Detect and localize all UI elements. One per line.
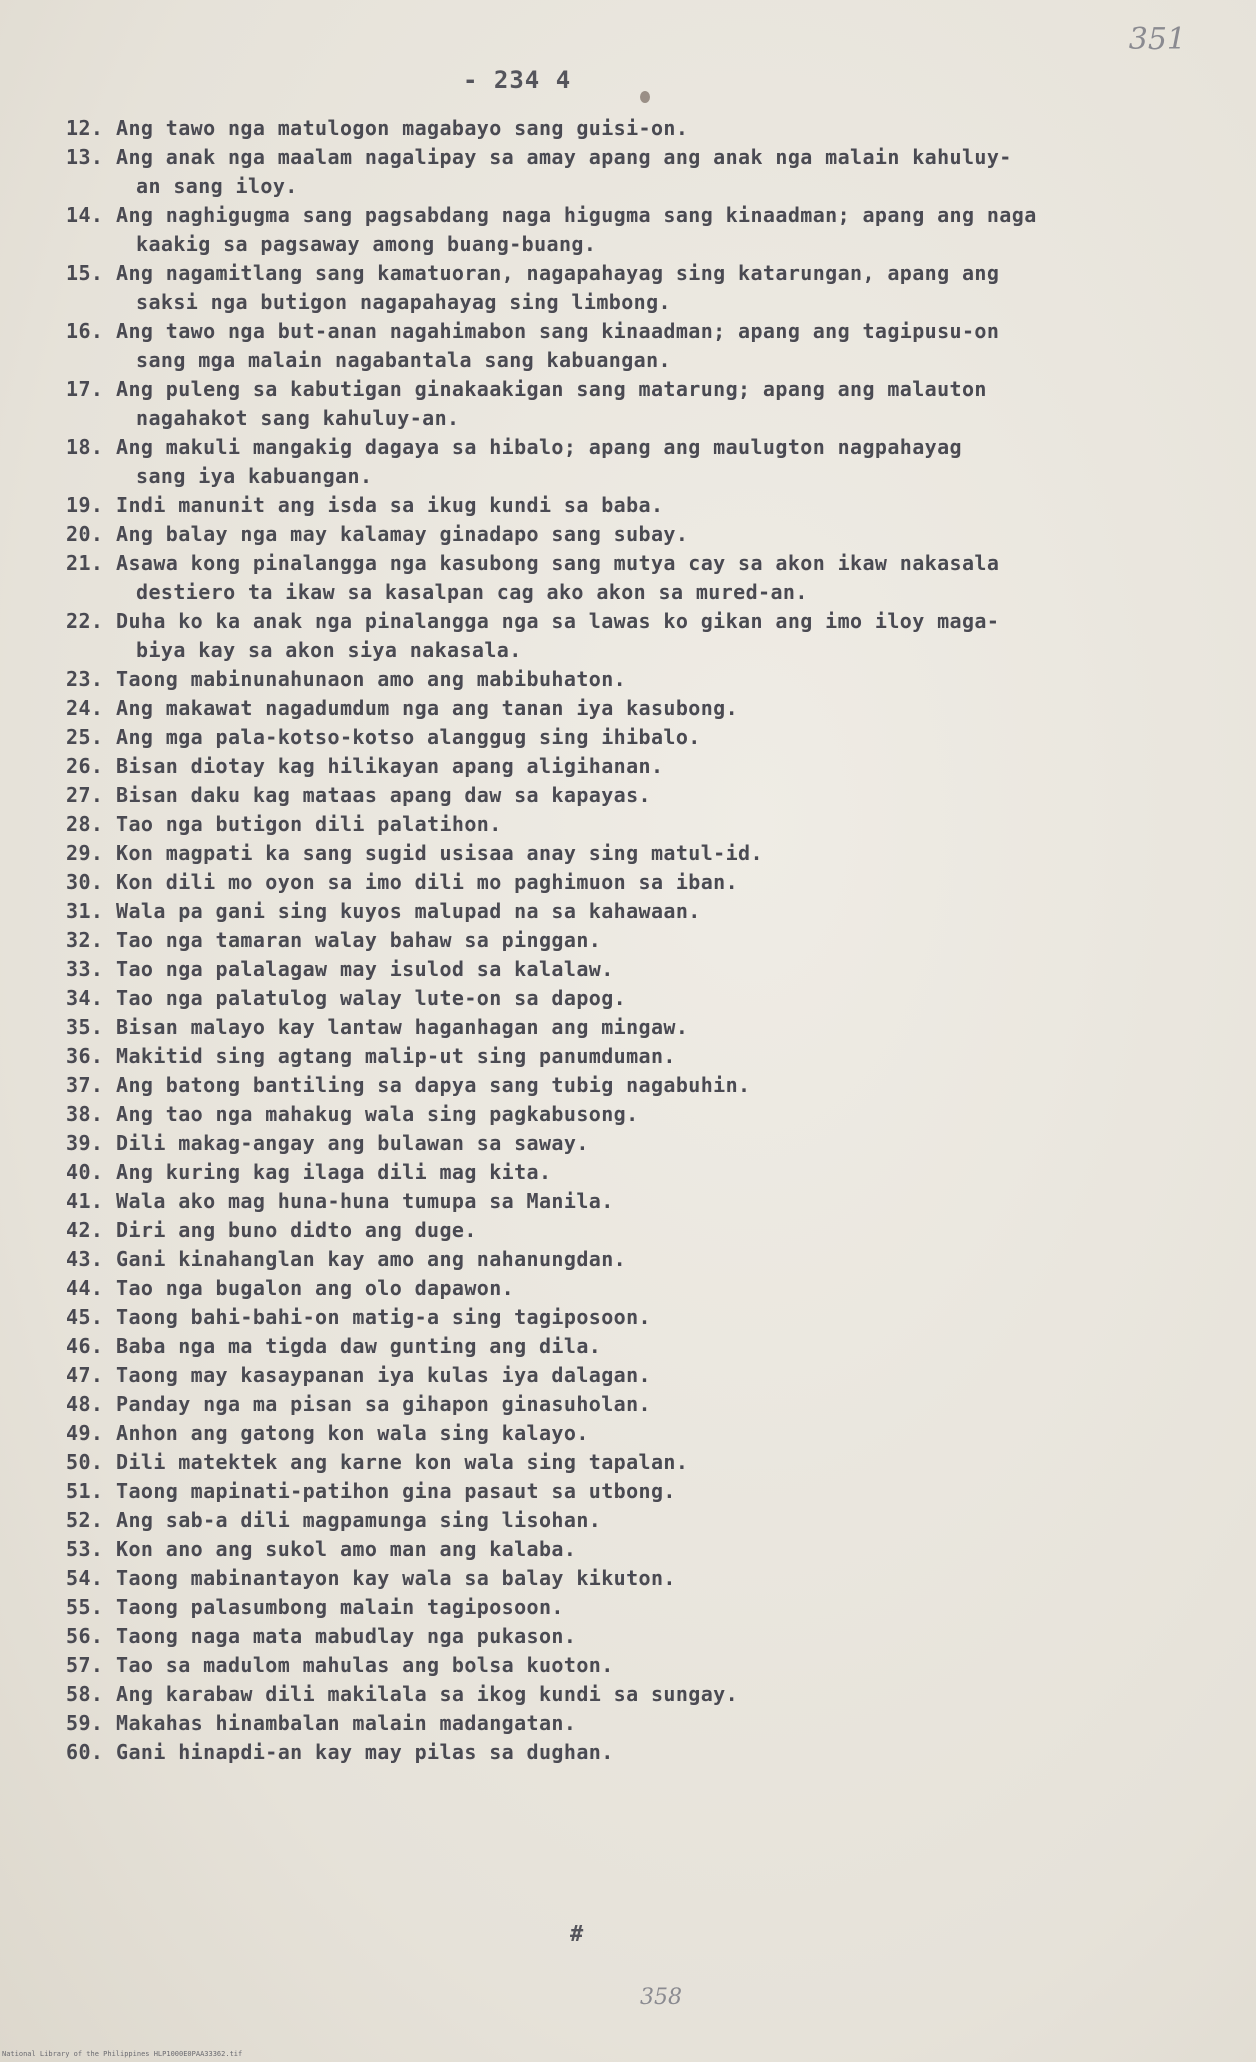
proverb-item	[66, 201, 1196, 259]
item-number: 27.	[66, 783, 104, 807]
item-text	[116, 1709, 576, 1738]
proverb-item	[66, 723, 1196, 752]
item-number: 39.	[66, 1131, 104, 1155]
proverb-item	[66, 1274, 1196, 1303]
item-number: 41.	[66, 1189, 104, 1213]
item-text	[116, 375, 1176, 433]
item-text	[116, 520, 688, 549]
item-text-line: Taong may kasaypanan iya kulas iya dalagan.	[116, 1363, 651, 1387]
item-number: 24.	[66, 696, 104, 720]
item-text-line: Taong mabinantayon kay wala sa balay kikuton.	[116, 1566, 676, 1590]
item-number: 30.	[66, 870, 104, 894]
proverb-item	[66, 1680, 1196, 1709]
item-text-line: Ang balay nga may kalamay ginadapo sang subay.	[116, 522, 689, 546]
page-number: - 234 4	[463, 66, 572, 94]
item-text-line: Tao nga palatulog walay lute-on sa dapog.	[116, 986, 627, 1010]
item-text	[116, 201, 1176, 259]
item-text-line: Ang anak nga maalam nagalipay sa amay apang ang anak nga malain kahuluy-	[116, 145, 1012, 169]
item-number: 42.	[66, 1218, 104, 1242]
item-text	[116, 694, 738, 723]
item-text-line: Gani kinahanglan kay amo ang nahanungdan.	[116, 1247, 627, 1271]
proverb-item	[66, 1419, 1196, 1448]
proverb-item	[66, 694, 1196, 723]
item-text	[116, 1564, 676, 1593]
proverb-item	[66, 984, 1196, 1013]
proverb-item	[66, 1535, 1196, 1564]
item-text-line: Bisan malayo kay lantaw haganhagan ang mingaw.	[116, 1015, 689, 1039]
item-text-line: Ang sab-a dili magpamunga sing lisohan.	[116, 1508, 602, 1532]
item-text-line: Taong naga mata mabudlay nga pukason.	[116, 1624, 577, 1648]
item-number: 52.	[66, 1508, 104, 1532]
proverb-item	[66, 955, 1196, 984]
item-text-line: Tao sa madulom mahulas ang bolsa kuoton.	[116, 1653, 614, 1677]
proverb-item	[66, 1593, 1196, 1622]
item-text	[116, 1187, 614, 1216]
item-text	[116, 1506, 601, 1535]
item-text-continuation: nagahakot sang kahuluy-an.	[136, 406, 460, 430]
item-number: 36.	[66, 1044, 104, 1068]
item-number: 13.	[66, 145, 104, 169]
proverb-item	[66, 781, 1196, 810]
item-number: 23.	[66, 667, 104, 691]
item-number: 59.	[66, 1711, 104, 1735]
proverb-item	[66, 897, 1196, 926]
item-text-line: Anhon ang gatong kon wala sing kalayo.	[116, 1421, 589, 1445]
proverb-item	[66, 549, 1196, 607]
proverb-item	[66, 868, 1196, 897]
item-text	[116, 1535, 576, 1564]
item-text-line: Ang makuli mangakig dagaya sa hibalo; apang ang maulugton nagpahayag	[116, 435, 962, 459]
item-number: 35.	[66, 1015, 104, 1039]
proverb-item	[66, 1042, 1196, 1071]
item-number: 60.	[66, 1740, 104, 1764]
item-text-line: Ang tawo nga but-anan nagahimabon sang kinaadman; apang ang tagipusu-on	[116, 319, 1000, 343]
proverb-item	[66, 1390, 1196, 1419]
proverb-item	[66, 1506, 1196, 1535]
item-number: 46.	[66, 1334, 104, 1358]
item-text-line: Dili matektek ang karne kon wala sing tapalan.	[116, 1450, 689, 1474]
item-text-line: Ang puleng sa kabutigan ginakaakigan sang matarung; apang ang malauton	[116, 377, 987, 401]
item-text	[116, 1158, 551, 1187]
proverb-item	[66, 1100, 1196, 1129]
item-text	[116, 984, 626, 1013]
proverb-item	[66, 1448, 1196, 1477]
item-number: 51.	[66, 1479, 104, 1503]
item-text	[116, 752, 663, 781]
item-text	[116, 1477, 676, 1506]
item-text	[116, 317, 1176, 375]
item-text-line: Makahas hinambalan malain madangatan.	[116, 1711, 577, 1735]
end-mark: #	[570, 1922, 584, 1947]
item-text	[116, 1361, 651, 1390]
item-text-line: Ang nagamitlang sang kamatuoran, nagapahayag sing katarungan, apang ang	[116, 261, 1000, 285]
item-number: 33.	[66, 957, 104, 981]
item-number: 26.	[66, 754, 104, 778]
item-text-line: Ang makawat nagadumdum nga ang tanan iya kasubong.	[116, 696, 739, 720]
item-text-line: Taong palasumbong malain tagiposoon.	[116, 1595, 564, 1619]
proverb-item	[66, 520, 1196, 549]
proverb-item	[66, 752, 1196, 781]
proverb-list	[66, 114, 1196, 1767]
item-text-line: Duha ko ka anak nga pinalangga nga sa lawas ko gikan ang imo iloy maga-	[116, 609, 1000, 633]
proverb-item	[66, 1738, 1196, 1767]
archive-footer: National Library of the Philippines HLP1000E0PAA33362.tif	[2, 2050, 243, 2058]
item-number: 38.	[66, 1102, 104, 1126]
item-number: 47.	[66, 1363, 104, 1387]
item-text-line: Panday nga ma pisan sa gihapon ginasuholan.	[116, 1392, 651, 1416]
proverb-item	[66, 1361, 1196, 1390]
item-number: 44.	[66, 1276, 104, 1300]
item-text	[116, 1042, 676, 1071]
item-number: 15.	[66, 261, 104, 285]
item-text-line: Gani hinapdi-an kay may pilas sa dughan.	[116, 1740, 614, 1764]
item-number: 53.	[66, 1537, 104, 1561]
item-number: 45.	[66, 1305, 104, 1329]
item-text	[116, 1216, 477, 1245]
item-number: 12.	[66, 116, 104, 140]
proverb-item	[66, 1622, 1196, 1651]
item-text	[116, 1448, 688, 1477]
item-number: 29.	[66, 841, 104, 865]
item-text	[116, 926, 601, 955]
item-number: 19.	[66, 493, 104, 517]
item-text-line: Ang mga pala-kotso-kotso alanggug sing ihibalo.	[116, 725, 701, 749]
item-text	[116, 723, 701, 752]
item-number: 48.	[66, 1392, 104, 1416]
item-text-continuation: biya kay sa akon siya nakasala.	[136, 638, 522, 662]
proverb-item	[66, 926, 1196, 955]
proverb-item	[66, 317, 1196, 375]
item-text	[116, 549, 1176, 607]
item-text-line: Tao nga palalagaw may isulod sa kalalaw.	[116, 957, 614, 981]
item-number: 20.	[66, 522, 104, 546]
proverb-item	[66, 607, 1196, 665]
item-text-continuation: sang mga malain nagabantala sang kabuangan.	[136, 348, 671, 372]
item-text	[116, 607, 1176, 665]
proverb-item	[66, 1187, 1196, 1216]
item-text	[116, 1680, 738, 1709]
item-number: 28.	[66, 812, 104, 836]
proverb-item	[66, 259, 1196, 317]
item-text	[116, 810, 502, 839]
item-text-line: Kon ano ang sukol amo man ang kalaba.	[116, 1537, 577, 1561]
proverb-item	[66, 1709, 1196, 1738]
item-text	[116, 1245, 626, 1274]
item-number: 14.	[66, 203, 104, 227]
item-text	[116, 1332, 601, 1361]
item-text-continuation: sang iya kabuangan.	[136, 464, 373, 488]
item-text-line: Ang kuring kag ilaga dili mag kita.	[116, 1160, 552, 1184]
item-number: 34.	[66, 986, 104, 1010]
item-number: 56.	[66, 1624, 104, 1648]
item-text-continuation: destiero ta ikaw sa kasalpan cag ako akon sa mured-an.	[136, 580, 808, 604]
item-number: 57.	[66, 1653, 104, 1677]
item-text-line: Kon magpati ka sang sugid usisaa anay sing matul-id.	[116, 841, 763, 865]
item-text-line: Baba nga ma tigda daw gunting ang dila.	[116, 1334, 602, 1358]
item-number: 18.	[66, 435, 104, 459]
item-text-line: Diri ang buno didto ang duge.	[116, 1218, 477, 1242]
item-number: 37.	[66, 1073, 104, 1097]
item-text-line: Bisan diotay kag hilikayan apang aligihanan.	[116, 754, 664, 778]
item-text	[116, 1303, 651, 1332]
item-number: 43.	[66, 1247, 104, 1271]
item-text	[116, 114, 688, 143]
item-text-line: Ang naghigugma sang pagsabdang naga higugma sang kinaadman; apang ang naga	[116, 203, 1037, 227]
item-text-line: Ang tao nga mahakug wala sing pagkabusong.	[116, 1102, 639, 1126]
item-text	[116, 1129, 589, 1158]
item-text-line: Asawa kong pinalangga nga kasubong sang mutya cay sa akon ikaw nakasala	[116, 551, 1000, 575]
proverb-item	[66, 1158, 1196, 1187]
folio-number-bottom: 358	[640, 1985, 682, 2010]
item-text-line: Ang batong bantiling sa dapya sang tubig nagabuhin.	[116, 1073, 751, 1097]
proverb-item	[66, 1216, 1196, 1245]
item-number: 55.	[66, 1595, 104, 1619]
proverb-item	[66, 114, 1196, 143]
item-number: 16.	[66, 319, 104, 343]
item-text-line: Taong mapinati-patihon gina pasaut sa utbong.	[116, 1479, 676, 1503]
item-text-line: Indi manunit ang isda sa ikug kundi sa baba.	[116, 493, 664, 517]
item-text	[116, 433, 1176, 491]
proverb-item	[66, 1564, 1196, 1593]
item-text-line: Makitid sing agtang malip-ut sing panumduman.	[116, 1044, 676, 1068]
item-text	[116, 1390, 651, 1419]
proverb-item	[66, 433, 1196, 491]
item-text	[116, 1651, 614, 1680]
proverb-item	[66, 1129, 1196, 1158]
proverb-item	[66, 810, 1196, 839]
item-text-line: Wala pa gani sing kuyos malupad na sa kahawaan.	[116, 899, 701, 923]
folio-number-top: 351	[1128, 22, 1186, 57]
item-text-line: Ang tawo nga matulogon magabayo sang guisi-on.	[116, 116, 689, 140]
proverb-item	[66, 143, 1196, 201]
item-text-line: Tao nga tamaran walay bahaw sa pinggan.	[116, 928, 602, 952]
item-text	[116, 1274, 514, 1303]
item-text-line: Taong mabinunahunaon amo ang mabibuhaton.	[116, 667, 627, 691]
proverb-item	[66, 1245, 1196, 1274]
item-number: 40.	[66, 1160, 104, 1184]
item-text	[116, 1738, 614, 1767]
item-text-line: Tao nga bugalon ang olo dapawon.	[116, 1276, 515, 1300]
item-text	[116, 955, 614, 984]
item-number: 58.	[66, 1682, 104, 1706]
item-number: 50.	[66, 1450, 104, 1474]
item-text-line: Dili makag-angay ang bulawan sa saway.	[116, 1131, 589, 1155]
item-text	[116, 781, 651, 810]
item-text-line: Wala ako mag huna-huna tumupa sa Manila.	[116, 1189, 614, 1213]
item-text	[116, 1593, 564, 1622]
item-text-line: Kon dili mo oyon sa imo dili mo paghimuon sa iban.	[116, 870, 739, 894]
item-text-continuation: saksi nga butigon nagapahayag sing limbong.	[136, 290, 671, 314]
item-text	[116, 1419, 589, 1448]
proverb-item	[66, 1013, 1196, 1042]
item-text	[116, 1013, 688, 1042]
proverb-item	[66, 839, 1196, 868]
proverb-item	[66, 1071, 1196, 1100]
proverb-item	[66, 375, 1196, 433]
item-text	[116, 491, 663, 520]
item-text	[116, 665, 626, 694]
item-text	[116, 897, 701, 926]
proverb-item	[66, 1477, 1196, 1506]
item-number: 49.	[66, 1421, 104, 1445]
item-text	[116, 839, 763, 868]
item-text	[116, 868, 738, 897]
item-text	[116, 143, 1176, 201]
item-text-line: Tao nga butigon dili palatihon.	[116, 812, 502, 836]
item-number: 32.	[66, 928, 104, 952]
item-text-line: Taong bahi-bahi-on matig-a sing tagiposoon.	[116, 1305, 651, 1329]
item-text-continuation: kaakig sa pagsaway among buang-buang.	[136, 232, 597, 256]
proverb-item	[66, 1651, 1196, 1680]
proverb-item	[66, 1303, 1196, 1332]
proverb-item	[66, 665, 1196, 694]
item-number: 25.	[66, 725, 104, 749]
item-text	[116, 259, 1176, 317]
item-number: 54.	[66, 1566, 104, 1590]
item-text	[116, 1071, 751, 1100]
item-text-continuation: an sang iloy.	[136, 174, 298, 198]
item-number: 17.	[66, 377, 104, 401]
ink-spot	[640, 91, 650, 103]
item-text	[116, 1622, 576, 1651]
item-text-line: Bisan daku kag mataas apang daw sa kapayas.	[116, 783, 651, 807]
item-number: 21.	[66, 551, 104, 575]
proverb-item	[66, 491, 1196, 520]
item-number: 22.	[66, 609, 104, 633]
proverb-item	[66, 1332, 1196, 1361]
item-number: 31.	[66, 899, 104, 923]
item-text-line: Ang karabaw dili makilala sa ikog kundi sa sungay.	[116, 1682, 739, 1706]
item-text	[116, 1100, 639, 1129]
